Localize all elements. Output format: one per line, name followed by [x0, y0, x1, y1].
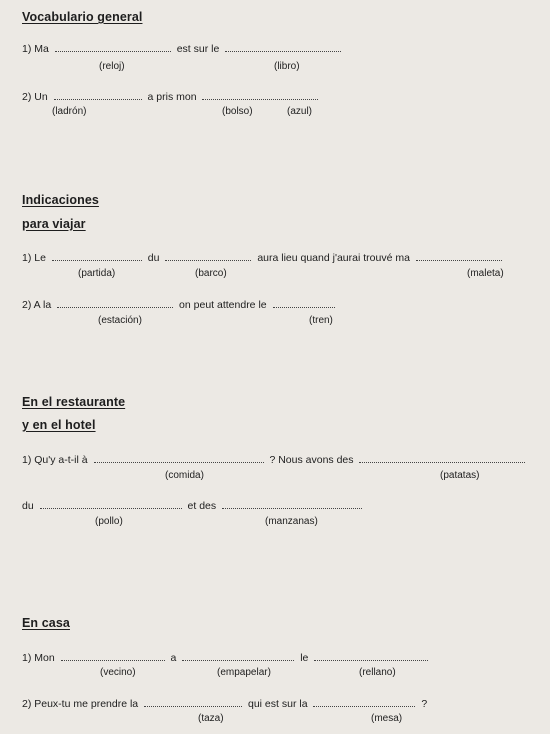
section-heading-para-viajar: para viajar — [22, 217, 86, 231]
exercise-text: 1) Mon — [22, 652, 55, 664]
blank-line[interactable] — [222, 499, 362, 509]
hint-label: (manzanas) — [265, 516, 318, 527]
blank-line[interactable] — [416, 251, 502, 261]
hint-label: (pollo) — [95, 516, 123, 527]
exercise-text: du — [147, 252, 160, 264]
exercise-text: on peut attendre le — [179, 299, 267, 311]
exercise-line — [22, 453, 528, 467]
exercise-text: le — [300, 652, 309, 664]
exercise-line — [22, 499, 365, 513]
section-heading-indicaciones: Indicaciones — [22, 193, 99, 207]
section-heading-en-el-restaurante: En el restaurante — [22, 395, 126, 409]
hint-label: (vecino) — [100, 667, 136, 678]
blank-line[interactable] — [314, 651, 428, 661]
section-heading-vocabulario-general: Vocabulario general — [22, 10, 143, 24]
exercise-text: est sur le — [176, 43, 220, 55]
exercise-text: a — [170, 652, 177, 664]
exercise-text: ? Nous avons des — [269, 454, 354, 466]
blank-line[interactable] — [40, 499, 182, 509]
hint-label: (comida) — [165, 470, 204, 481]
exercise-line — [22, 697, 427, 711]
hint-label: (libro) — [274, 61, 300, 72]
blank-line[interactable] — [57, 298, 173, 308]
blank-line[interactable] — [54, 90, 142, 100]
exercise-text: du — [22, 500, 34, 512]
blank-line[interactable] — [144, 697, 242, 707]
hint-label: (barco) — [195, 268, 227, 279]
exercise-line — [22, 651, 431, 665]
blank-line[interactable] — [52, 251, 142, 261]
blank-line[interactable] — [273, 298, 335, 308]
exercise-text: 1) Qu'y a-t-il à — [22, 454, 88, 466]
exercise-text: 1) Ma — [22, 43, 49, 55]
blank-line[interactable] — [182, 651, 294, 661]
blank-line[interactable] — [55, 42, 171, 52]
blank-line[interactable] — [94, 453, 264, 463]
blank-line[interactable] — [225, 42, 341, 52]
hint-label: (azul) — [287, 106, 313, 117]
exercise-text: a pris mon — [147, 91, 197, 103]
blank-line[interactable] — [313, 697, 415, 707]
exercise-text: et des — [187, 500, 217, 512]
hint-label: (patatas) — [440, 470, 480, 481]
hint-label: (taza) — [198, 713, 224, 724]
exercise-text: aura lieu quand j'aurai trouvé ma — [257, 252, 410, 264]
exercise-line — [22, 90, 321, 104]
hint-label: (reloj) — [99, 61, 125, 72]
hint-label: (partida) — [78, 268, 116, 279]
hint-label: (mesa) — [371, 713, 403, 724]
exercise-text: ? — [421, 698, 428, 710]
exercise-text: 2) A la — [22, 299, 52, 311]
exercise-text: 1) Le — [22, 252, 46, 264]
hint-label: (empapelar) — [217, 667, 271, 678]
exercise-line — [22, 298, 338, 312]
blank-line[interactable] — [202, 90, 318, 100]
hint-label: (ladrón) — [52, 106, 87, 117]
hint-label: (maleta) — [467, 268, 504, 279]
section-heading-y-en-el-hotel: y en el hotel — [22, 418, 96, 432]
exercise-text: 2) Peux-tu me prendre la — [22, 698, 139, 710]
exercise-text: qui est sur la — [248, 698, 308, 710]
exercise-line — [22, 42, 344, 56]
exercise-line — [22, 251, 505, 265]
hint-label: (tren) — [309, 315, 333, 326]
hint-label: (estación) — [98, 315, 142, 326]
exercise-text: 2) Un — [22, 91, 48, 103]
blank-line[interactable] — [165, 251, 251, 261]
hint-label: (rellano) — [359, 667, 396, 678]
section-heading-en-casa: En casa — [22, 616, 70, 630]
hint-label: (bolso) — [222, 106, 253, 117]
blank-line[interactable] — [359, 453, 525, 463]
blank-line[interactable] — [61, 651, 165, 661]
